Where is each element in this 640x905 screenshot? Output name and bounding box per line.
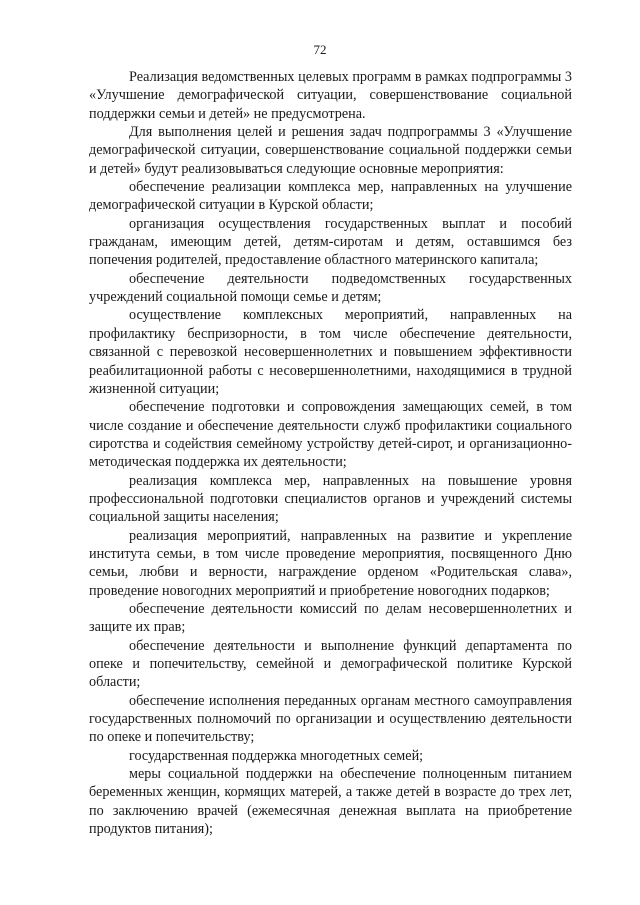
list-item-foster-families: обеспечение подготовки и сопровождения замещающих семей, в том числе создание и обеспечение деятельности служб профилактики социального сиротства и содействия семейному устройству детей-сирот, и организационно-методическая поддержка их деятельности; bbox=[89, 399, 572, 471]
list-item-homelessness-prevention: осуществление комплексных мероприятий, направленных на профилактику беспризорности, в том числе обеспечение деятельности, связанной с перевозкой несовершеннолетних и повышением эффективности реабилитационной работы с несовершеннолетними, находящимися в трудной жизненной ситуации; bbox=[89, 307, 572, 397]
list-item-training: реализация комплекса мер, направленных на повышение уровня профессиональной подготовки специалистов органов и учреждений системы социальной защиты населения; bbox=[89, 472, 572, 526]
list-item-department-functions: обеспечение деятельности и выполнение функций департамента по опеке и попечительству, семейной и демографической политике Курской области; bbox=[89, 637, 572, 691]
list-item-demographic-measures: обеспечение реализации комплекса мер, направленных на улучшение демографической ситуации в Курской области; bbox=[89, 179, 572, 214]
list-item-state-payments: организация осуществления государственных выплат и пособий гражданам, имеющим детей, детям-сиротам и детям, оставшимся без попечения родителей, предоставление областного материнского капитала; bbox=[89, 215, 572, 269]
list-item-nutrition-support: меры социальной поддержки на обеспечение полноценным питанием беременных женщин, кормящих матерей, а также детей в возрасте до трех лет, по заключению врачей (ежемесячная денежная выплата на приобретение продуктов питания); bbox=[89, 766, 572, 838]
list-item-institutions: обеспечение деятельности подведомственных государственных учреждений социальной помощи семье и детям; bbox=[89, 270, 572, 306]
paragraph-measures-lead: Для выполнения целей и решения задач подпрограммы 3 «Улучшение демографической ситуации, совершенствование социальной поддержки семьи и детей» будут реализовываться следующие основные мероприятия: bbox=[89, 124, 572, 177]
list-item-family-institution: реализация мероприятий, направленных на развитие и укрепление института семьи, в том числе проведение мероприятия, посвященного Дню семьи, любви и верности, награждение орденом «Родительская слава», проведение новогодних мероприятий и приобретение новогодних подарков; bbox=[89, 527, 572, 599]
list-item-delegated-powers: обеспечение исполнения переданных органам местного самоуправления государственных полномочий по организации и осуществлению деятельности по опеке и попечительству; bbox=[89, 692, 572, 746]
list-item-large-families: государственная поддержка многодетных семей; bbox=[129, 747, 424, 764]
paragraph-intro: Реализация ведомственных целевых программ в рамках подпрограммы 3 «Улучшение демографической ситуации, совершенствование социальной поддержки семьи и детей» не предусмотрена. bbox=[89, 69, 572, 122]
document-body bbox=[89, 68, 572, 838]
page-number: 72 bbox=[313, 42, 327, 57]
list-item-minors-commissions: обеспечение деятельности комиссий по делам несовершеннолетних и защите их прав; bbox=[89, 600, 572, 636]
